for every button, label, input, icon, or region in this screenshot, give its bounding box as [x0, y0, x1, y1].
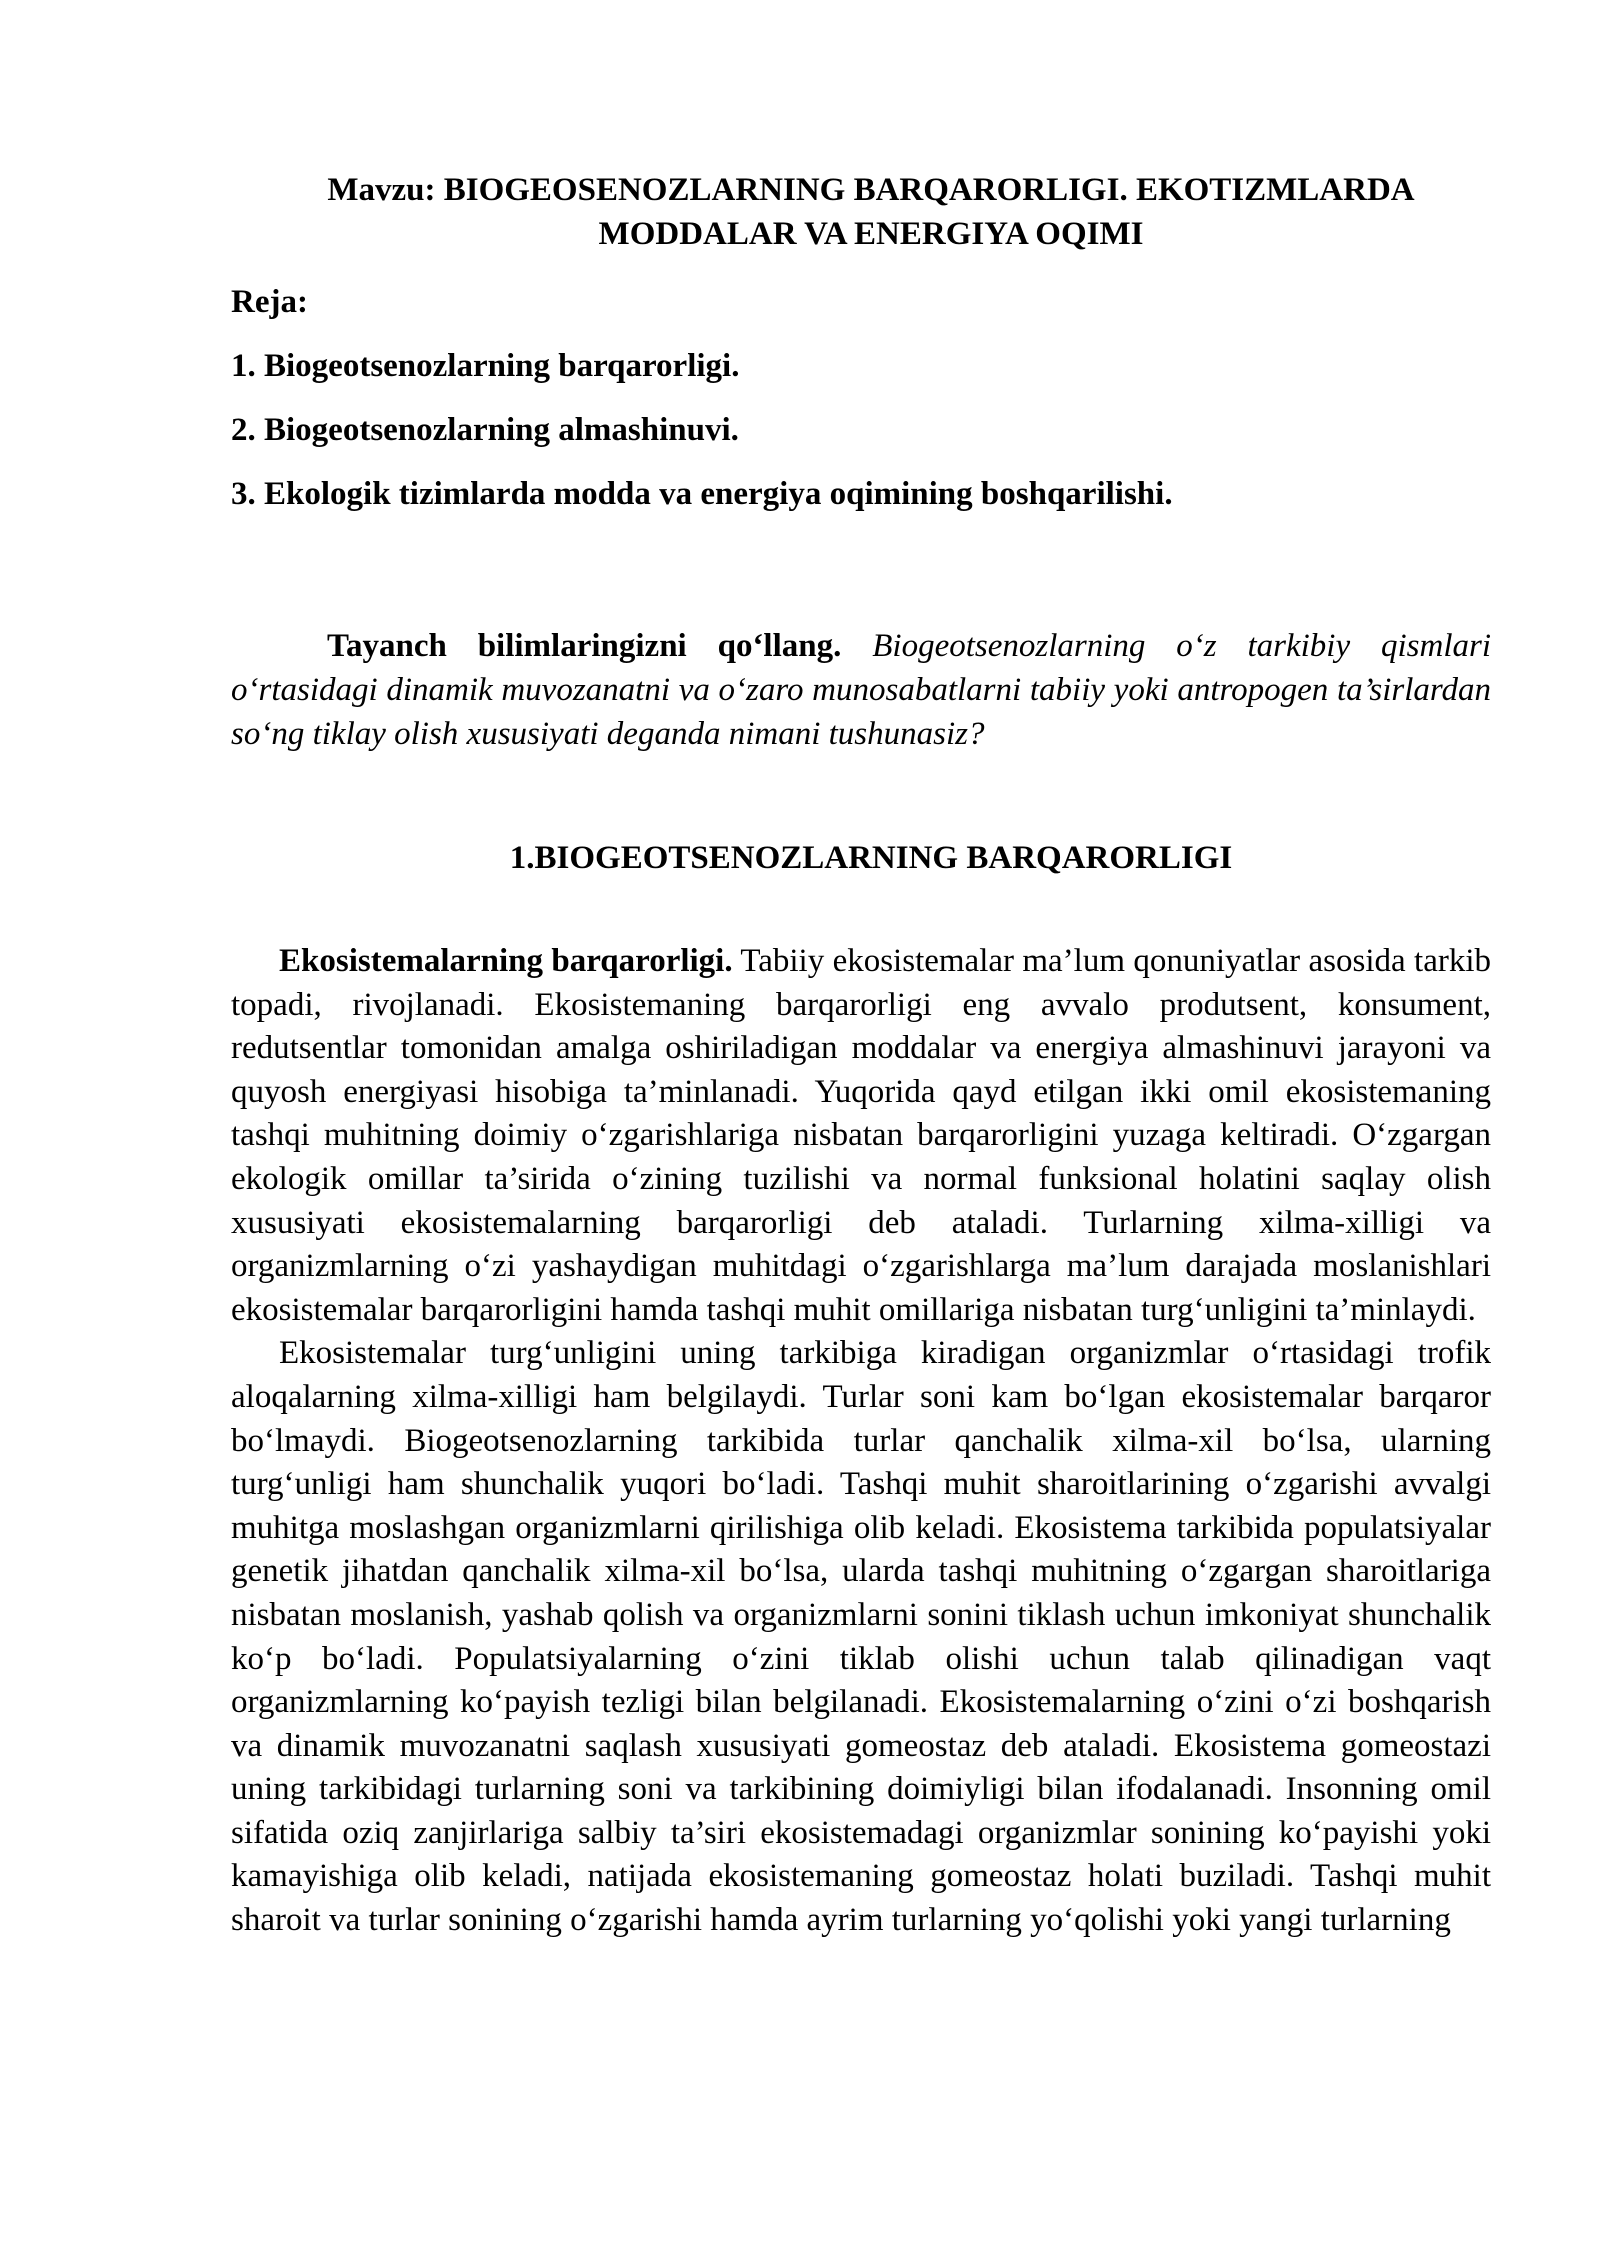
- paragraph-2-text: Ekosistemalar turg‘unligini uning tarkibiga kiradigan organizmlar o‘rtasidagi trofik aloqalarning xilma-xilligi ham belgilaydi. Turlar soni kam bo‘lgan ekosistemalar barqaror bo‘lmaydi. Biogeotsenozlarning tarkibida turlar qanchalik xilma-xil bo‘lsa, ularning turg‘unligi ham shunchalik yuqori bo‘ladi. Tashqi muhit sharoitlarining o‘zgarishi avvalgi muhitga moslashgan organizmlarni qirilishiga olib keladi. Ekosistema tarkibida populatsiyalar genetik jihatdan qanchalik xilma-xil bo‘lsa, ularda tashqi muhitning o‘zgargan sharoitlariga nisbatan moslanish, yashab qolish va organizmlarni sonini tiklash uchun imkoniyat shunchalik ko‘p bo‘ladi. Populatsiyalarning o‘zini tiklab olishi uchun talab qilinadigan vaqt organizmlarning ko‘payish tezligi bilan belgilanadi. Ekosistemalarning o‘zini o‘zi boshqarish va dinamik muvozanatni saqlash xususiyati gomeostaz deb ataladi. Ekosistema gomeostazi uning tarkibidagi turlarning soni va tarkibining doimiyligi bilan ifodalanadi. Insonning omil sifatida oziq zanjirlariga salbiy ta’siri ekosistemadagi organizmlar sonining ko‘payishi yoki kamayishiga olib keladi, natijada ekosistemaning gomeostaz holati buziladi. Tashqi muhit sharoit va turlar sonining o‘zgarishi hamda ayrim turlarning yo‘qolishi yoki yangi turlarning: [231, 1335, 1491, 1939]
- plan-item-3: 3. Ekologik tizimlarda modda va energiya oqimining boshqarilishi.: [231, 476, 1173, 512]
- document-title: [231, 168, 1491, 256]
- plan-item-2: 2. Biogeotsenozlarning almashinuvi.: [231, 412, 739, 448]
- body-paragraph-1: [231, 940, 1491, 1332]
- plan-item-1: 1. Biogeotsenozlarning barqarorligi.: [231, 348, 740, 384]
- intro-lead: Tayanch bilimlaringizni qo‘llang.: [327, 628, 842, 664]
- title-line-2: MODDALAR VA ENERGIYA OQIMI: [598, 216, 1144, 252]
- plan-list: [231, 344, 1491, 516]
- body-paragraph-2: [231, 1332, 1491, 1942]
- plan-label: Reja:: [231, 284, 308, 320]
- paragraph-1-lead: Ekosistemalarning barqarorligi.: [279, 943, 733, 979]
- intro-question: Biogeotsenozlarning o‘z tarkibiy qismlari o‘rtasidagi dinamik muvozanatni va o‘zaro munosabatlarni tabiiy yoki antropogen ta’sirlardan so‘ng tiklay olish xususiyati deganda nimani tushunasiz?: [231, 628, 1491, 752]
- document-page: [231, 168, 1491, 1943]
- title-line-1: Mavzu: BIOGEOSENOZLARNING BARQARORLIGI. EKOTIZMLARDA: [327, 172, 1415, 208]
- paragraph-1-text: Tabiiy ekosistemalar ma’lum qonuniyatlar asosida tarkib topadi, rivojlanadi. Ekosistemaning barqarorligi eng avvalo produtsent, konsument, redutsentlar tomonidan amalga oshiriladigan moddalar va energiya almashinuvi jarayoni va quyosh energiyasi hisobiga ta’minlanadi. Yuqorida qayd etilgan ikki omil ekosistemaning tashqi muhitning doimiy o‘zgarishlariga nisbatan barqarorligini yuzaga keltiradi. O‘zgargan ekologik omillar ta’sirida o‘zining tuzilishi va normal funksional holatini saqlay olish xususiyati ekosistemalarning barqarorligi deb ataladi. Turlarning xilma-xilligi va organizmlarning o‘zi yashaydigan muhitdagi o‘zgarishlarga ma’lum darajada moslanishlari ekosistemalar barqarorligini hamda tashqi muhit omillariga nisbatan turg‘unligini ta’minlaydi.: [231, 943, 1491, 1328]
- section-heading: 1.BIOGEOTSENOZLARNING BARQARORLIGI: [509, 840, 1233, 876]
- intro-paragraph: [231, 624, 1491, 756]
